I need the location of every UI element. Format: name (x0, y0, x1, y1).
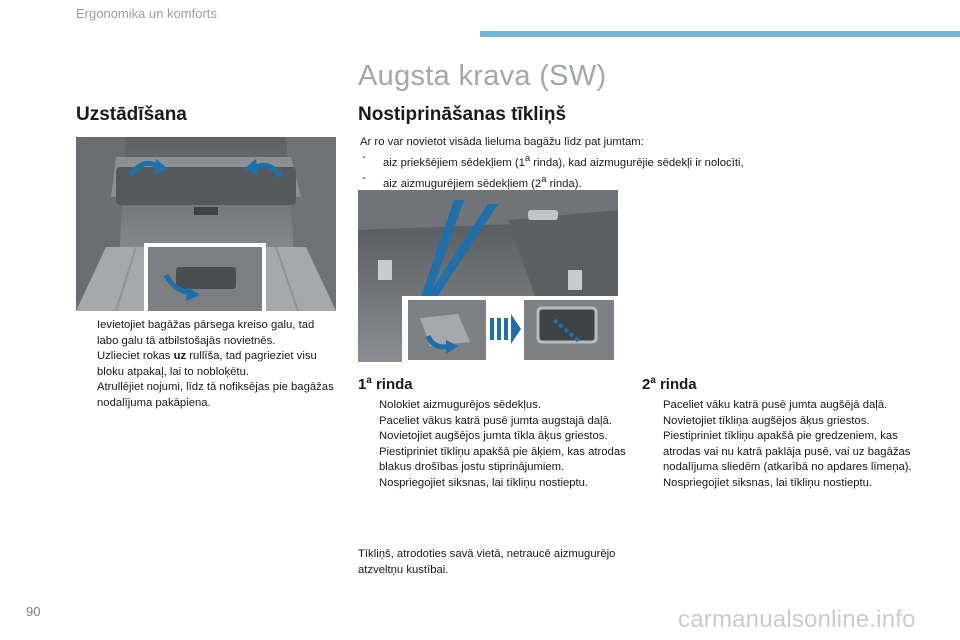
net-heading: Nostiprināšanas tīkliņš (358, 104, 567, 125)
row1-steps (358, 398, 628, 492)
page-title: Augsta krava (SW) (358, 60, 607, 92)
row2-heading: 2$^a$ rinda (642, 375, 697, 393)
header-accent-bar (480, 31, 960, 37)
net-positions-list (360, 150, 920, 193)
luggage-cover-photo (76, 137, 336, 311)
row1-note: Tīkliņš, atrodoties savā vietā, netraucē aizmugurējo atzveltņu kustībai. (358, 548, 616, 576)
net-fitting-photo (358, 190, 618, 362)
page-number: 90 (26, 604, 41, 619)
installation-heading: Uzstādīšana (76, 104, 187, 125)
list-item: - aiz aizmugurējiem sēdekļiem (2$^a$ rinda). (362, 172, 582, 191)
list-item: Novietojiet tīkliņa augšējos āķus griestos. (663, 414, 870, 427)
watermark: carmanualsonline.info (678, 606, 916, 633)
list-item: - aiz priekšējiem sēdekļiem (1$^a$ rinda), kad aizmugurējie sēdekļi ir nolocīti, (362, 151, 744, 169)
list-item: Nospriegojiet siksnas, lai tīkliņu nostieptu. (379, 476, 589, 489)
row1-heading: 1$^a$ rinda (358, 375, 413, 393)
list-item: Piestipriniet tīkliņu apakšā pie āķiem, kas atrodas blakus drošības jostu stiprinājumiem. (379, 445, 626, 474)
section-header: Ergonomika un komforts (76, 6, 217, 21)
installation-steps (76, 318, 336, 412)
list-item: Ievietojiet bagāžas pārsega kreiso galu, tad labo galu tā atbilstošajās novietnēs. (97, 319, 315, 347)
list-item: Paceliet vāku katrā pusē jumta augšējā daļā. (663, 399, 888, 411)
luggage-cover-illustration (76, 137, 336, 311)
list-item: Paceliet vākus katrā pusē jumta augstajā daļā. (379, 414, 612, 427)
list-item: Novietojiet augšējos jumta tīkla āķus griestos. (379, 430, 608, 443)
list-item: Nospriegojiet siksnas, lai tīkliņu nostieptu. (663, 476, 873, 489)
net-fitting-illustration (358, 190, 618, 362)
list-item: Piestipriniet tīkliņu apakšā pie gredzeniem, kas atrodas vai nu katrā paklāja pusē, vai uz bagāžas nodalījuma sliedēm (atkarībā no apdares līmeņa). (663, 430, 912, 474)
list-item: Atrullējiet nojumi, līdz tā nofiksējas pie bagāžas nodalījuma pakāpiena. (97, 381, 334, 409)
list-item: Nolokiet aizmugurējos sēdekļus. (379, 399, 542, 411)
row2-steps (642, 398, 912, 492)
net-intro: Ar ro var novietot visāda lieluma bagāžu līdz pat jumtam: (360, 136, 644, 148)
list-item: Uzlieciet rokas uz rullīša, tad pagrieziet visu bloku atpakaļ, lai to nobloķētu. (97, 350, 317, 378)
